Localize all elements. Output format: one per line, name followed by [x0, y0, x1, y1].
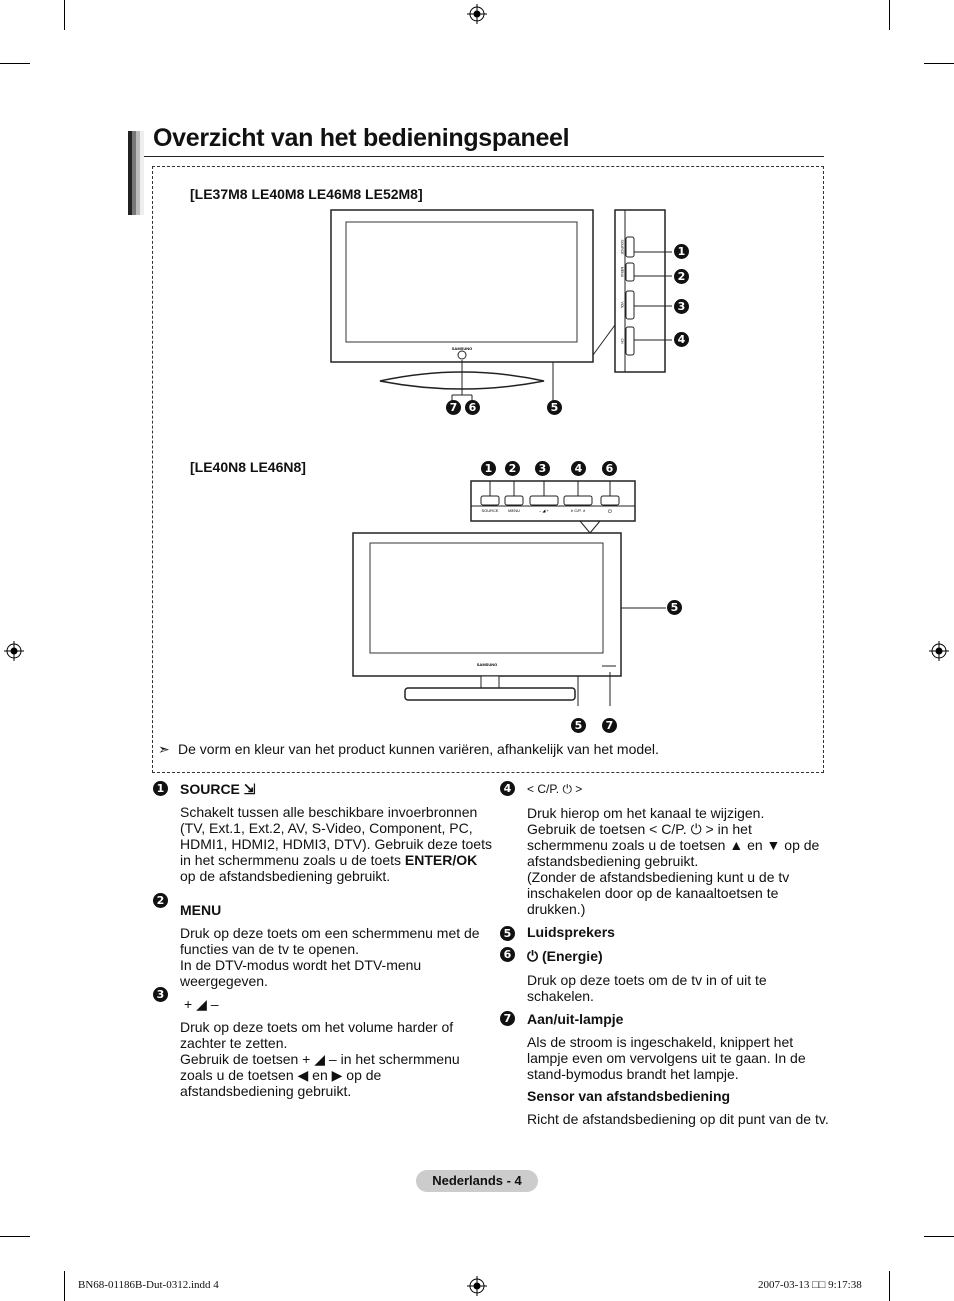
item-2-body-2: In de DTV-modus wordt het DTV-menu weergegeven.: [180, 957, 422, 989]
page-title: Overzicht van het bedieningspaneel: [153, 124, 570, 152]
tv-diagram-b: [340, 478, 670, 706]
crop-mark: [889, 1271, 890, 1301]
brand-logo-b: SAMSUNG: [476, 662, 498, 667]
panel-label-ch: ∨ C/P. ∧: [570, 508, 586, 513]
title-divider: [144, 156, 824, 157]
registration-mark-icon: [929, 641, 949, 661]
item-5-number: 5: [500, 926, 515, 941]
item-3-body-2: Gebruik de toetsen + ◢ – in het schermmenu zoals u de toetsen ◀ en ▶ op de afstandsbediening gebruikt.: [180, 1051, 460, 1099]
note-arrow-icon: ➣: [158, 741, 170, 757]
callout-b-2: 2: [505, 461, 520, 476]
item-2-body-1: Druk op deze toets om een schermmenu met de functies van de tv te openen.: [180, 925, 480, 957]
item-4-body-3: (Zonder de afstandsbediening kunt u de tv inschakelen door op de kanaaltoetsen te drukken.): [527, 869, 790, 917]
callout-5: 5: [547, 400, 562, 415]
item-4-body-2: Gebruik de toetsen < C/P. ⏻ > in het schermmenu zoals u de toetsen ▲ en ▼ op de afstandsbediening gebruikt.: [527, 821, 820, 869]
callout-b-1: 1: [481, 461, 496, 476]
crop-mark: [924, 1236, 954, 1237]
callout-b-7: 7: [602, 718, 617, 733]
crop-mark: [64, 1271, 65, 1301]
side-panel-label: CH: [620, 338, 624, 344]
title-accent-bar: [128, 131, 144, 215]
tv-diagram-a: [320, 205, 680, 420]
item-4-body-1: Druk hierop om het kanaal te wijzigen.: [527, 805, 765, 821]
item-7-body: Als de stroom is ingeschakeld, knippert het lampje even om vervolgens uit te gaan. In de stand-bymodus brandt het lampje.: [527, 1034, 806, 1082]
callout-4: 4: [674, 332, 689, 347]
slug-right: 2007-03-13 □□ 9:17:38: [758, 1279, 862, 1291]
crop-mark: [889, 0, 890, 30]
item-3-number: 3: [153, 987, 168, 1002]
item-1-number: 1: [153, 781, 168, 796]
model-label-b: [LE40N8 LE46N8]: [190, 459, 306, 475]
item-3-title: + ◢ –: [184, 996, 219, 1012]
side-panel-label: MENU: [620, 266, 624, 278]
item-5-title: Luidsprekers: [527, 924, 615, 940]
item-4-title: < C/P. ⏻ >: [527, 782, 583, 796]
item-2-number: 2: [153, 893, 168, 908]
brand-logo: SAMSUNG: [451, 346, 473, 351]
note-text: De vorm en kleur van het product kunnen variëren, afhankelijk van het model.: [178, 741, 659, 757]
registration-mark-icon: [467, 1276, 487, 1296]
registration-mark-icon: [4, 641, 24, 661]
item-4-number: 4: [500, 781, 515, 796]
crop-mark: [0, 1236, 30, 1237]
crop-mark: [924, 63, 954, 64]
callout-b-6: 6: [602, 461, 617, 476]
callout-7: 7: [446, 400, 461, 415]
side-panel-label: VOL: [620, 301, 624, 309]
slug-left: BN68-01186B-Dut-0312.indd 4: [78, 1279, 219, 1291]
descriptions-left: [153, 781, 493, 1099]
page-number: Nederlands - 4: [416, 1170, 538, 1192]
panel-label-source: SOURCE: [481, 508, 499, 513]
panel-label-vol: – ◢ +: [539, 508, 549, 513]
callout-b-4: 4: [571, 461, 586, 476]
callout-b-5-bottom: 5: [571, 718, 586, 733]
item-7-subbody: Richt de afstandsbediening op dit punt van de tv.: [527, 1111, 829, 1127]
model-label-a: [LE37M8 LE40M8 LE46M8 LE52M8]: [190, 186, 423, 202]
item-2-title: MENU: [180, 902, 222, 918]
callout-1: 1: [674, 244, 689, 259]
note: [158, 741, 659, 758]
side-panel-label: SOURCE: [620, 239, 624, 255]
panel-label-power: ⏻: [608, 509, 612, 515]
item-7-subtitle: Sensor van afstandsbediening: [527, 1088, 731, 1104]
callout-2: 2: [674, 269, 689, 284]
callout-3: 3: [674, 299, 689, 314]
item-3-body-1: Druk op deze toets om het volume harder of zachter te zetten.: [180, 1019, 454, 1051]
item-7-number: 7: [500, 1011, 515, 1026]
callout-b-3: 3: [535, 461, 550, 476]
callout-6: 6: [465, 400, 480, 415]
item-6-title: ⏻ (Energie): [527, 948, 603, 964]
callout-b-5-right: 5: [667, 600, 682, 615]
item-7-title: Aan/uit-lampje: [527, 1011, 624, 1027]
registration-mark-icon: [467, 4, 487, 24]
item-1-title: SOURCE ⇲: [180, 781, 256, 797]
item-6-body: Druk op deze toets om de tv in of uit te schakelen.: [527, 972, 767, 1004]
panel-label-menu: MENU: [508, 508, 520, 513]
crop-mark: [0, 63, 30, 64]
item-1-body: Schakelt tussen alle beschikbare invoerbronnen (TV, Ext.1, Ext.2, AV, S-Video, Component, PC, HDMI1, HDMI2, HDMI3, DTV). Gebruik deze toets in het schermmenu zoals u de toets ENTER/OK op de afstandsbediening gebruikt.: [180, 804, 492, 884]
descriptions-right: [500, 781, 830, 1127]
item-6-number: 6: [500, 947, 515, 962]
crop-mark: [64, 0, 65, 30]
